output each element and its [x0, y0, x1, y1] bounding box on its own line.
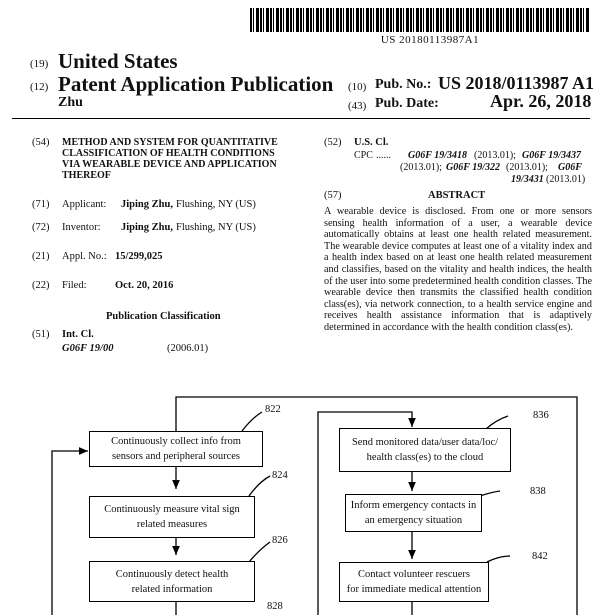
- applicant-label: Applicant:: [62, 199, 107, 210]
- int-cl-label: Int. Cl.: [62, 329, 94, 340]
- cpc-code-4a: G06F: [558, 162, 582, 173]
- ref-838: 838: [530, 486, 546, 497]
- flow-box-842-line2: for immediate medical attention: [346, 584, 482, 595]
- country: United States: [58, 49, 178, 73]
- flow-box-836: [339, 428, 511, 472]
- cpc-year-1: (2013.01);: [474, 150, 516, 161]
- flow-box-838-line2: an emergency situation: [364, 515, 463, 526]
- appl-label: Appl. No.:: [62, 251, 107, 262]
- flow-box-824-line1: Continuously measure vital sign: [104, 504, 240, 515]
- barcode-number: US 20180113987A1: [380, 34, 480, 46]
- flow-box-836-line2: health class(es) to the cloud: [366, 452, 484, 463]
- cpc-year-4: (2013.01): [546, 174, 586, 185]
- publication-type: Patent Application Publication: [58, 72, 334, 96]
- cpc-year-3: (2013.01);: [506, 162, 548, 173]
- code-22: (22): [32, 280, 50, 291]
- cpc-code-3: G06F 19/322: [446, 162, 500, 173]
- code-51: (51): [32, 329, 50, 340]
- flow-box-826-line1: Continuously detect health: [115, 568, 229, 580]
- cpc-code-1: G06F 19/3418: [408, 150, 467, 161]
- ref-842: 842: [532, 551, 548, 562]
- pub-no-label: Pub. No.:: [375, 77, 432, 92]
- code-12: (12): [30, 81, 49, 93]
- abstract-text: A wearable device is disclosed. From one or more sensors sensing health information of a user, a wearable device automatically obtains at least one health related measurement. The wearable device computes at least one of a vitality index and a health index based on at least one health related measurement and classifies, based on the vitality and health indices, the health of the user into some predetermined health condition classes. The wearable device then transmits the classified health condition class(es), via network connection, to a health service engine and receives health assistance information that is adaptively determined in accordance with the health condition class(es).: [324, 206, 592, 333]
- flow-box-836-line1: Send monitored data/user data/loc/: [351, 437, 499, 448]
- cpc-label: CPC: [354, 150, 373, 161]
- ref-836: 836: [533, 410, 549, 421]
- code-10: (10): [348, 81, 367, 93]
- ref-826: 826: [272, 535, 288, 546]
- flow-box-824-line2: related measures: [136, 519, 208, 530]
- appl-number: 15/299,025: [115, 251, 163, 262]
- pub-date-label: Pub. Date:: [375, 96, 439, 111]
- flow-box-826-line2: related information: [131, 583, 213, 595]
- flow-box-838-line1: Inform emergency contacts in: [350, 500, 477, 511]
- code-54: (54): [32, 137, 50, 148]
- code-71: (71): [32, 199, 50, 210]
- flow-box-838: [345, 494, 482, 532]
- ref-824: 824: [272, 470, 288, 481]
- flow-box-822-line2: sensors and peripheral sources: [112, 451, 240, 462]
- flow-box-824: [89, 496, 255, 538]
- code-43: (43): [348, 100, 367, 112]
- filed-label: Filed:: [62, 280, 87, 291]
- code-52: (52): [324, 137, 342, 148]
- pub-no: US 2018/0113987 A1: [438, 73, 595, 93]
- cpc-code-4b: 19/3431: [511, 174, 544, 185]
- filed-date: Oct. 20, 2016: [115, 280, 174, 291]
- ref-822: 822: [265, 404, 281, 415]
- ref-828: 828: [267, 601, 283, 612]
- inventor-label: Inventor:: [62, 222, 101, 233]
- flow-box-826: [89, 561, 255, 602]
- pub-date: Apr. 26, 2018: [490, 91, 592, 111]
- code-57: (57): [324, 190, 342, 201]
- invention-title: METHOD AND SYSTEM FOR QUANTITATIVE CLASSIFICATION OF HEALTH CONDITIONS VIA WEARABLE DEVICE AND APPLICATION THEREOF: [62, 137, 278, 181]
- us-cl-label: U.S. Cl.: [354, 137, 389, 148]
- code-19: (19): [30, 58, 49, 70]
- inventor-location: Flushing, NY (US): [176, 222, 256, 233]
- cpc-year-2: (2013.01);: [400, 162, 442, 173]
- flow-box-842: [339, 562, 489, 602]
- cpc-code-2: G06F 19/3437: [522, 150, 581, 161]
- flow-box-822: [89, 431, 263, 467]
- publication-classification-heading: Publication Classification: [106, 311, 221, 322]
- int-cl-year: (2006.01): [167, 343, 209, 354]
- cpc-dots: ......: [376, 150, 391, 161]
- applicant-location: Flushing, NY (US): [176, 199, 256, 210]
- inventor-short: Zhu: [58, 95, 83, 110]
- code-72: (72): [32, 222, 50, 233]
- flow-box-842-line1: Contact volunteer rescuers: [358, 569, 470, 580]
- code-21: (21): [32, 251, 50, 262]
- int-cl-code: G06F 19/00: [62, 343, 114, 354]
- inventor-name: Jiping Zhu,: [121, 222, 173, 233]
- applicant-name: Jiping Zhu,: [121, 199, 173, 210]
- flow-box-822-line1: Continuously collect info from: [111, 436, 241, 447]
- abstract-heading: ABSTRACT: [428, 190, 486, 201]
